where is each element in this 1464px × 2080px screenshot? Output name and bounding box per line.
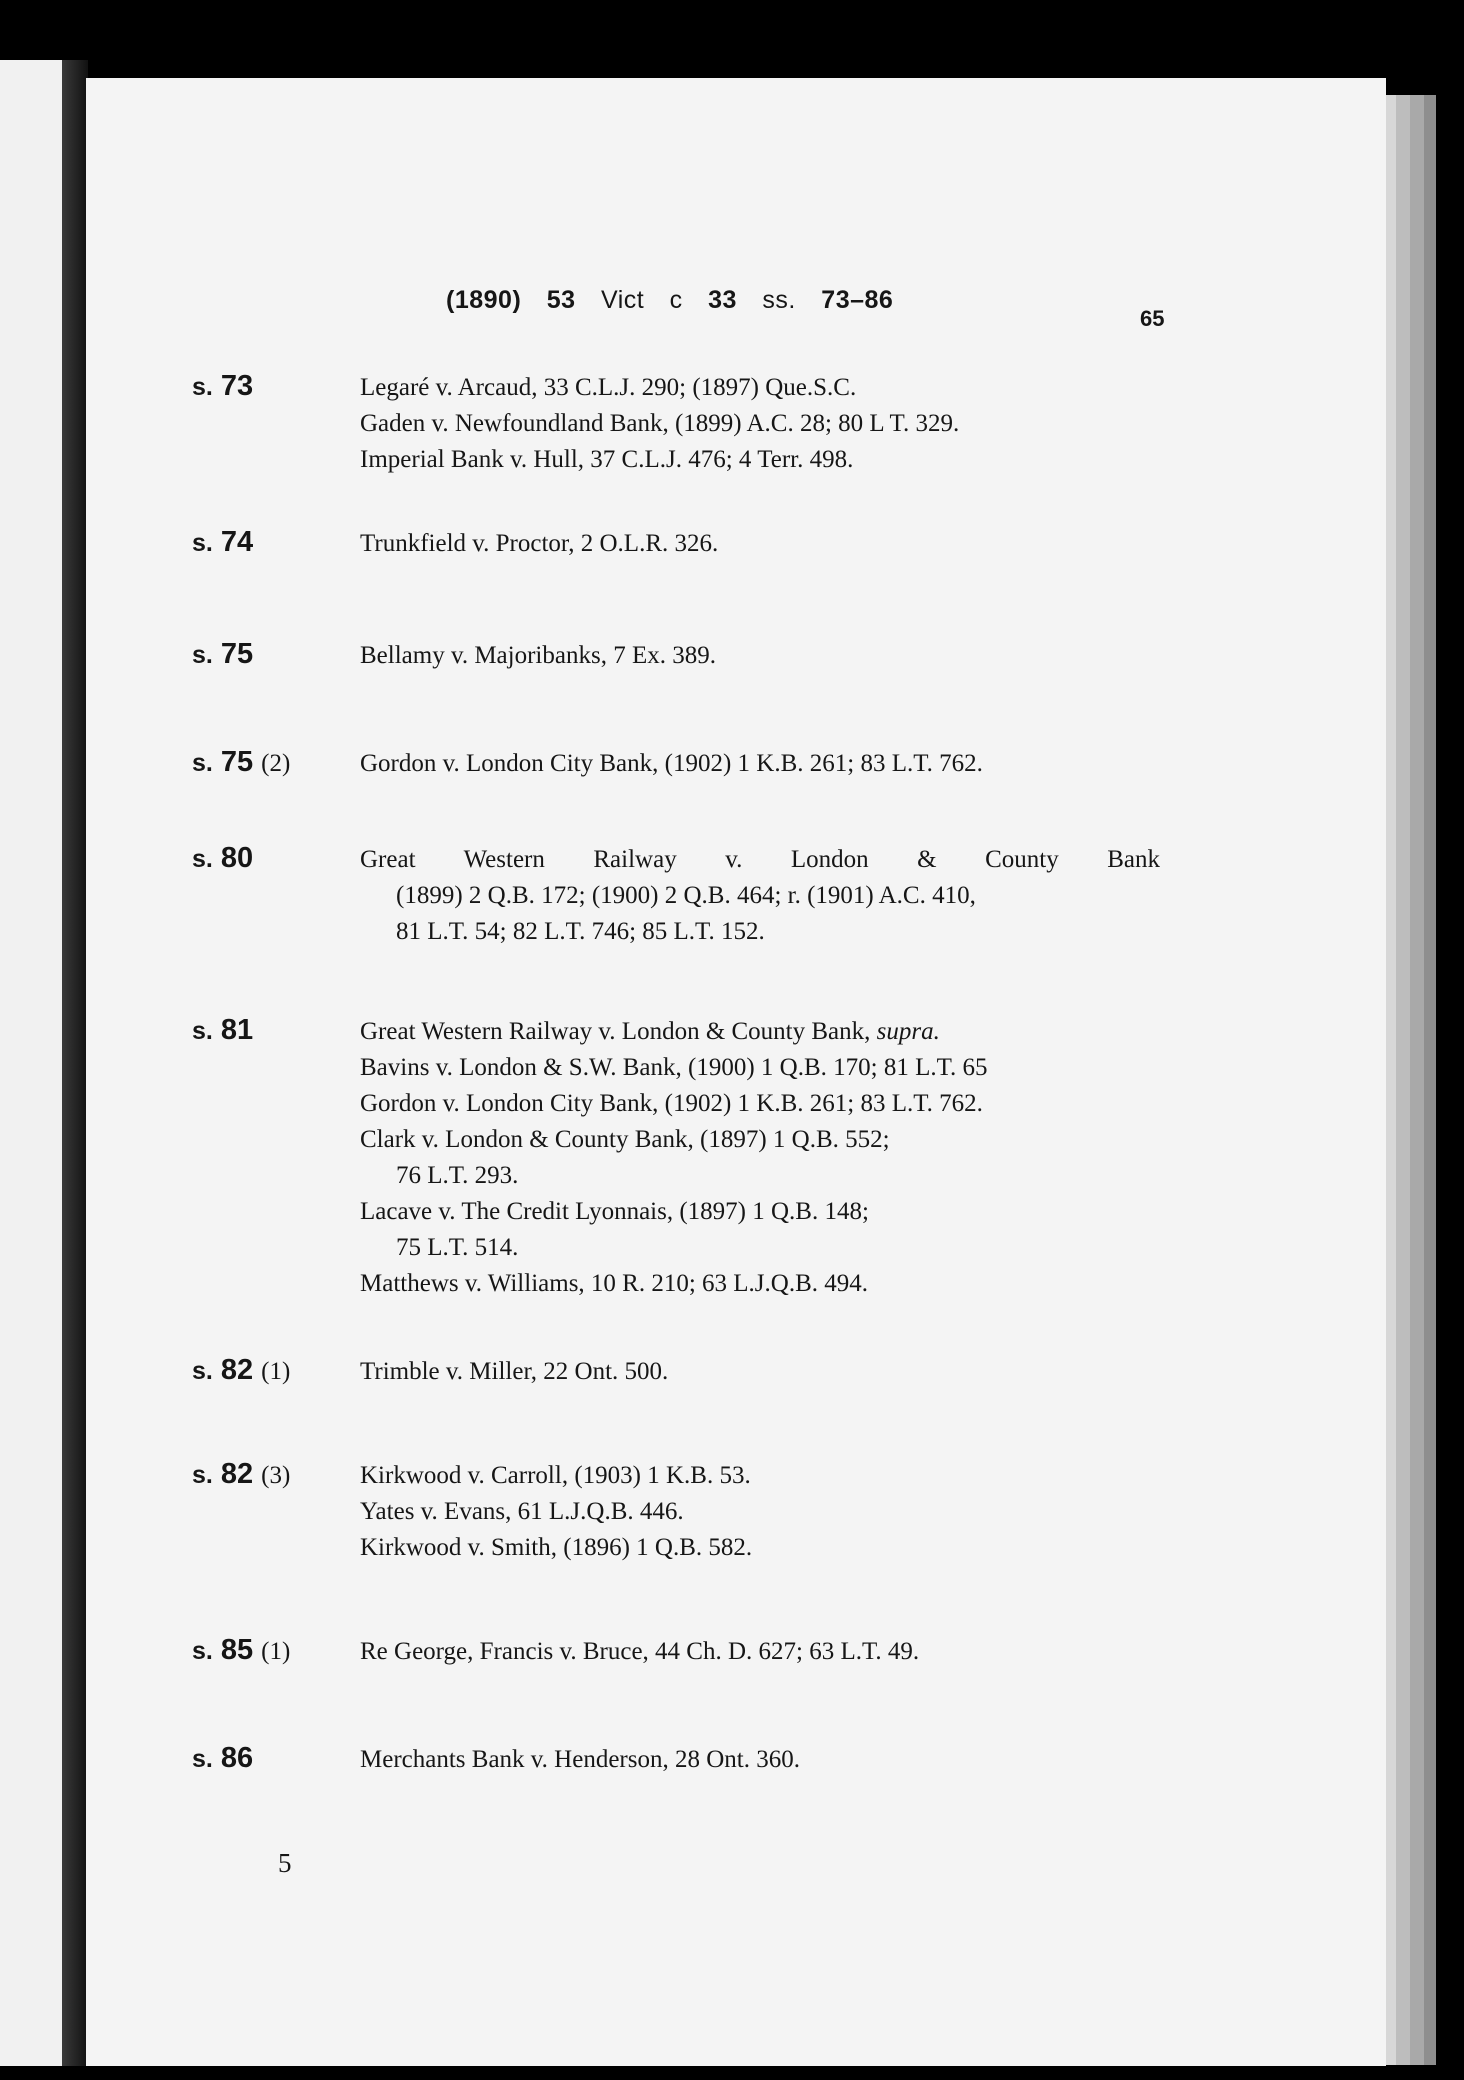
case-citation: Trimble v. Miller, 22 Ont. 500. <box>360 1358 669 1385</box>
head-num: 53 <box>546 286 576 314</box>
case-list <box>360 1634 1260 1670</box>
case-citation: 76 L.T. 293. <box>396 1162 519 1189</box>
head-c: c <box>669 286 683 314</box>
section-label: s. 86 <box>192 1742 254 1774</box>
case-citation: Yates v. Evans, 61 L.J.Q.B. 446. <box>360 1498 684 1525</box>
case-list <box>360 1014 1260 1302</box>
facing-page-edge <box>0 60 66 2070</box>
section-label: s. 82 (3) <box>192 1458 291 1490</box>
case-citation: Bellamy v. Majoribanks, 7 Ex. 389. <box>360 642 716 669</box>
section-label: s. 82 (1) <box>192 1354 291 1386</box>
case-list <box>360 842 1260 950</box>
case-citation: 75 L.T. 514. <box>396 1234 519 1261</box>
section-label: s. 75 (2) <box>192 746 291 778</box>
section-label: s. 80 <box>192 842 254 874</box>
case-citation: Lacave v. The Credit Lyonnais, (1897) 1 Q.B. 148; <box>360 1198 869 1225</box>
case-citation: Matthews v. Williams, 10 R. 210; 63 L.J.Q.B. 494. <box>360 1270 869 1297</box>
case-citation: Merchants Bank v. Henderson, 28 Ont. 360. <box>360 1746 800 1773</box>
case-list <box>360 638 1260 674</box>
head-range: 73–86 <box>821 286 894 314</box>
case-citation: Great Western Railway v. London & County Bank, supra. <box>360 1018 940 1045</box>
head-year: (1890) <box>446 286 522 314</box>
case-citation: Trunkfield v. Proctor, 2 O.L.R. 326. <box>360 530 719 557</box>
case-citation: 81 L.T. 54; 82 L.T. 746; 85 L.T. 152. <box>396 918 765 945</box>
page-stack-edge <box>1410 95 1424 2065</box>
case-citation: Imperial Bank v. Hull, 37 C.L.J. 476; 4 Terr. 498. <box>360 446 854 473</box>
page-number: 65 <box>1140 306 1165 331</box>
case-citation: Re George, Francis v. Bruce, 44 Ch. D. 627; 63 L.T. 49. <box>360 1638 920 1665</box>
page-stack-edge <box>1424 95 1436 2065</box>
case-citation: Clark v. London & County Bank, (1897) 1 Q.B. 552; <box>360 1126 890 1153</box>
section-label: s. 74 <box>192 526 254 558</box>
signature-mark: 5 <box>278 1848 292 1878</box>
case-citation: Gordon v. London City Bank, (1902) 1 K.B. 261; 83 L.T. 762. <box>360 1090 983 1117</box>
case-citation: Great Western Railway v. London & County Bank <box>360 846 1160 873</box>
case-citation: Legaré v. Arcaud, 33 C.L.J. 290; (1897) Que.S.C. <box>360 374 857 401</box>
case-list <box>360 746 1260 782</box>
case-list <box>360 370 1260 478</box>
case-list <box>360 1742 1260 1778</box>
case-citation: Gordon v. London City Bank, (1902) 1 K.B. 261; 83 L.T. 762. <box>360 750 983 777</box>
head-vict: Vict <box>600 286 645 314</box>
head-ss: ss. <box>762 286 796 314</box>
scan-border <box>0 2066 1464 2080</box>
case-citation: Bavins v. London & S.W. Bank, (1900) 1 Q.B. 170; 81 L.T. 65 <box>360 1054 988 1081</box>
section-label: s. 75 <box>192 638 254 670</box>
case-list <box>360 526 1260 562</box>
section-label: s. 85 (1) <box>192 1634 291 1666</box>
case-citation: (1899) 2 Q.B. 172; (1900) 2 Q.B. 464; r. (1901) A.C. 410, <box>396 882 976 909</box>
case-citation: Gaden v. Newfoundland Bank, (1899) A.C. 28; 80 L T. 329. <box>360 410 960 437</box>
section-label: s. 73 <box>192 370 254 402</box>
case-list <box>360 1354 1260 1390</box>
case-list <box>360 1458 1260 1566</box>
head-chapter: 33 <box>708 286 737 314</box>
book-gutter <box>62 60 88 2070</box>
section-label: s. 81 <box>192 1014 254 1046</box>
case-citation: Kirkwood v. Carroll, (1903) 1 K.B. 53. <box>360 1462 751 1489</box>
case-citation: Kirkwood v. Smith, (1896) 1 Q.B. 582. <box>360 1534 753 1561</box>
book-page <box>86 78 1386 2068</box>
page-stack-edge <box>1396 95 1410 2065</box>
running-head <box>446 286 911 315</box>
